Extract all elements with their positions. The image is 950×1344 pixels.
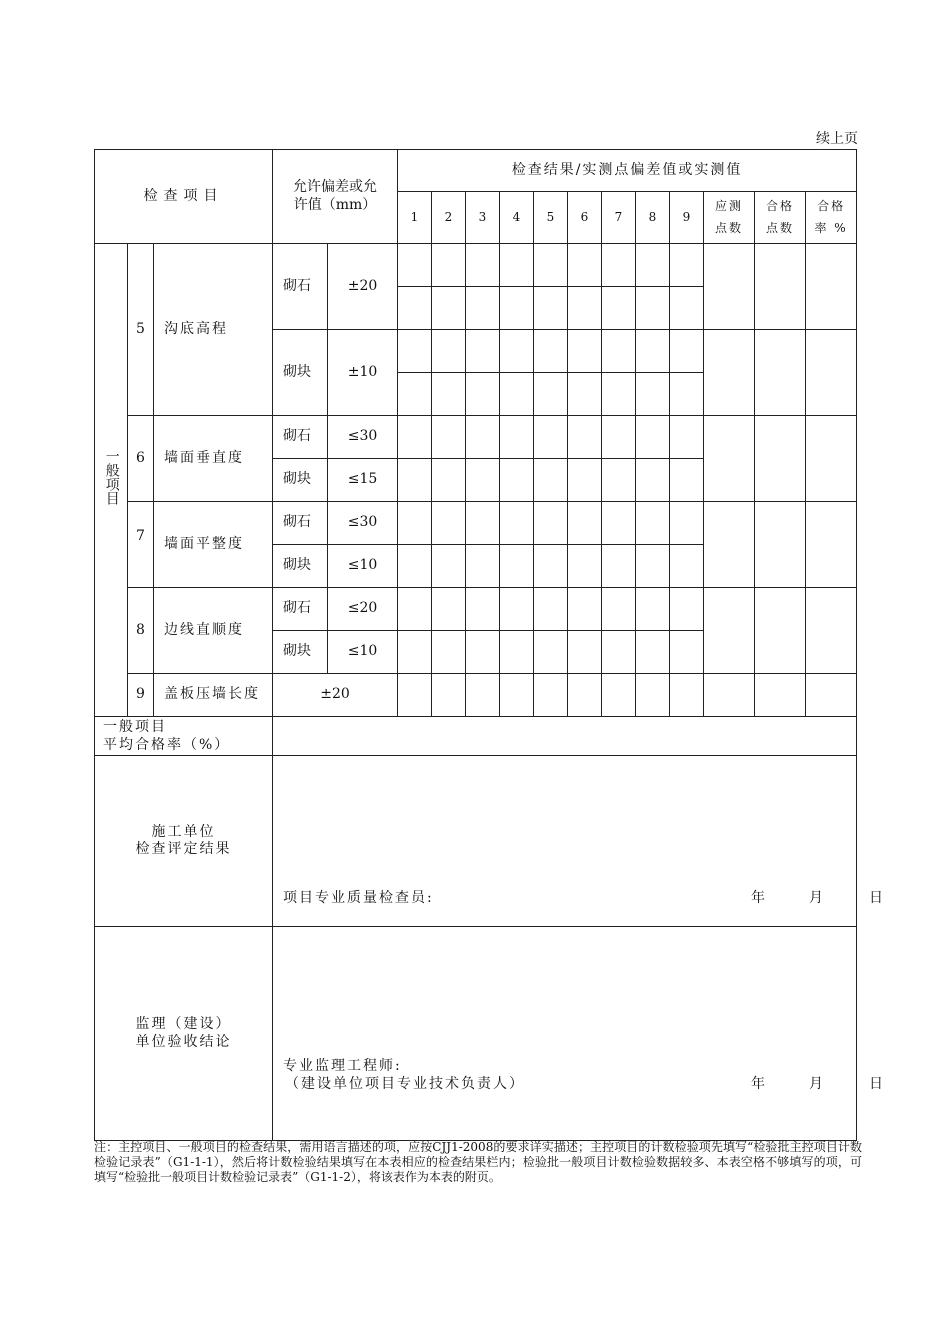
- point-header: 7: [602, 192, 636, 244]
- tolerance-value: ±20: [328, 244, 398, 330]
- tolerance-value: ≤15: [328, 459, 398, 502]
- data-cell[interactable]: [534, 416, 568, 459]
- header-qualified-points: 合格点数: [755, 192, 806, 244]
- material: 砌石: [273, 588, 328, 631]
- point-header: 2: [432, 192, 466, 244]
- data-cell[interactable]: [670, 373, 704, 416]
- count-cell[interactable]: [704, 674, 755, 717]
- item-no: 6: [128, 416, 154, 502]
- count-cell[interactable]: [755, 416, 806, 502]
- data-cell[interactable]: [466, 416, 500, 459]
- tolerance-value: ≤10: [328, 631, 398, 674]
- item-no: 9: [128, 674, 154, 717]
- item-no: 7: [128, 502, 154, 588]
- data-cell[interactable]: [534, 545, 568, 588]
- data-cell[interactable]: [432, 588, 466, 631]
- data-cell[interactable]: [568, 373, 602, 416]
- data-cell[interactable]: [534, 459, 568, 502]
- data-cell[interactable]: [466, 545, 500, 588]
- data-cell[interactable]: [398, 588, 432, 631]
- continued-label: 续上页: [816, 131, 858, 147]
- tolerance-value: ±10: [328, 330, 398, 416]
- count-cell[interactable]: [755, 674, 806, 717]
- data-cell[interactable]: [432, 502, 466, 545]
- data-cell[interactable]: [398, 330, 432, 373]
- data-cell[interactable]: [500, 330, 534, 373]
- construction-line1: 施工单位: [151, 823, 216, 840]
- data-cell[interactable]: [636, 287, 670, 330]
- engineer-label: 专业监理工程师:: [283, 1058, 402, 1074]
- supervision-line1: 监理（建设）: [135, 1016, 232, 1032]
- month-label: 月: [809, 1076, 823, 1092]
- data-cell[interactable]: [670, 502, 704, 545]
- count-cell[interactable]: [704, 502, 755, 588]
- tolerance-value: ≤30: [328, 502, 398, 545]
- header-item: 检查项目: [95, 150, 273, 244]
- data-cell[interactable]: [500, 459, 534, 502]
- count-cell[interactable]: [704, 330, 755, 416]
- data-cell[interactable]: [670, 330, 704, 373]
- point-header: 9: [670, 192, 704, 244]
- data-cell[interactable]: [568, 545, 602, 588]
- tolerance-value: ≤30: [328, 416, 398, 459]
- count-cell[interactable]: [806, 330, 857, 416]
- data-cell[interactable]: [568, 287, 602, 330]
- point-header: 5: [534, 192, 568, 244]
- data-cell[interactable]: [398, 287, 432, 330]
- data-cell[interactable]: [432, 244, 466, 287]
- material: 砌石: [273, 502, 328, 545]
- data-cell[interactable]: [398, 502, 432, 545]
- data-cell[interactable]: [602, 459, 636, 502]
- data-cell[interactable]: [602, 631, 636, 674]
- point-header: 8: [636, 192, 670, 244]
- data-cell[interactable]: [636, 330, 670, 373]
- data-cell[interactable]: [432, 674, 466, 717]
- supervision-label: [95, 927, 273, 1141]
- data-cell[interactable]: [670, 588, 704, 631]
- data-cell[interactable]: [500, 631, 534, 674]
- data-cell[interactable]: [534, 373, 568, 416]
- data-cell[interactable]: [500, 502, 534, 545]
- data-cell[interactable]: [466, 373, 500, 416]
- item-no: 5: [128, 244, 154, 416]
- day-label: 日: [869, 890, 883, 906]
- count-cell[interactable]: [806, 674, 857, 717]
- data-cell[interactable]: [466, 588, 500, 631]
- data-cell[interactable]: [398, 545, 432, 588]
- item-name: 盖板压墙长度: [154, 674, 273, 717]
- data-cell[interactable]: [602, 287, 636, 330]
- engineer2-label: （建设单位项目专业技术负责人）: [285, 1076, 525, 1092]
- footnote: 注：主控项目、一般项目的检查结果，需用语言描述的项，应按CJJ1-2008的要求详实描述；主控项目的计数检验项先填写“检验批主控项目计数检验记录表”（G1-1-1），然后将计数检验结果填写在本表相应的检查结果栏内；检验批一般项目计数检验数据较多、本表空格不够填写的项，可填写“检验批一般项目计数检验记录表”（G1-1-2），将该表作为本表的附页。: [94, 1140, 862, 1184]
- year-label: 年: [751, 1076, 765, 1092]
- data-cell[interactable]: [602, 244, 636, 287]
- average-line2: 平均合格率（%）: [103, 736, 231, 753]
- count-cell[interactable]: [704, 416, 755, 502]
- header-tolerance: 允许偏差或允许值（mm）: [273, 150, 398, 244]
- supervision-line2: 单位验收结论: [135, 1033, 232, 1050]
- tolerance-value: ≤10: [328, 545, 398, 588]
- data-cell[interactable]: [398, 631, 432, 674]
- data-cell[interactable]: [432, 545, 466, 588]
- data-cell[interactable]: [398, 373, 432, 416]
- data-cell[interactable]: [398, 459, 432, 502]
- data-cell[interactable]: [670, 459, 704, 502]
- supervision-result[interactable]: [273, 927, 883, 1141]
- data-cell[interactable]: [568, 459, 602, 502]
- data-cell[interactable]: [602, 545, 636, 588]
- data-cell[interactable]: [500, 244, 534, 287]
- data-cell[interactable]: [466, 631, 500, 674]
- count-cell[interactable]: [704, 588, 755, 674]
- count-cell[interactable]: [806, 502, 857, 588]
- data-cell[interactable]: [466, 330, 500, 373]
- data-cell[interactable]: [534, 287, 568, 330]
- material: 砌石: [273, 244, 328, 330]
- point-header: 1: [398, 192, 432, 244]
- data-cell[interactable]: [466, 459, 500, 502]
- data-cell[interactable]: [602, 330, 636, 373]
- point-header: 4: [500, 192, 534, 244]
- material: 砌块: [273, 545, 328, 588]
- data-cell[interactable]: [432, 631, 466, 674]
- data-cell[interactable]: [466, 244, 500, 287]
- data-cell[interactable]: [636, 545, 670, 588]
- construction-result[interactable]: [273, 756, 883, 927]
- data-cell[interactable]: [602, 373, 636, 416]
- tolerance-value: ±20: [273, 674, 398, 717]
- inspector-label: 项目专业质量检查员:: [283, 890, 434, 906]
- count-cell[interactable]: [755, 330, 806, 416]
- data-cell[interactable]: [670, 674, 704, 717]
- data-cell[interactable]: [534, 588, 568, 631]
- count-cell[interactable]: [755, 588, 806, 674]
- average-line1: 一般项目: [103, 719, 167, 735]
- data-cell[interactable]: [636, 588, 670, 631]
- construction-label: [95, 756, 273, 927]
- data-cell[interactable]: [534, 330, 568, 373]
- category-label: 一般项目: [103, 449, 120, 506]
- data-cell[interactable]: [568, 330, 602, 373]
- data-cell[interactable]: [602, 502, 636, 545]
- data-cell[interactable]: [432, 373, 466, 416]
- inspection-table: [94, 149, 883, 1141]
- data-cell[interactable]: [534, 674, 568, 717]
- data-cell[interactable]: [636, 674, 670, 717]
- data-cell[interactable]: [534, 631, 568, 674]
- item-name: 边线直顺度: [154, 588, 273, 674]
- data-cell[interactable]: [636, 373, 670, 416]
- data-cell[interactable]: [500, 373, 534, 416]
- average-value[interactable]: [273, 717, 857, 756]
- year-label: 年: [751, 890, 765, 906]
- data-cell[interactable]: [602, 674, 636, 717]
- count-cell[interactable]: [806, 244, 857, 330]
- data-cell[interactable]: [466, 674, 500, 717]
- data-cell[interactable]: [670, 416, 704, 459]
- data-cell[interactable]: [500, 674, 534, 717]
- data-cell[interactable]: [670, 631, 704, 674]
- item-name: 沟底高程: [154, 244, 273, 416]
- data-cell[interactable]: [636, 244, 670, 287]
- data-cell[interactable]: [602, 416, 636, 459]
- data-cell[interactable]: [432, 416, 466, 459]
- data-cell[interactable]: [670, 545, 704, 588]
- data-cell[interactable]: [568, 244, 602, 287]
- material: 砌块: [273, 459, 328, 502]
- data-cell[interactable]: [534, 244, 568, 287]
- material: 砌块: [273, 330, 328, 416]
- item-no: 8: [128, 588, 154, 674]
- count-cell[interactable]: [704, 244, 755, 330]
- average-label: [95, 717, 273, 756]
- material: 砌块: [273, 631, 328, 674]
- data-cell[interactable]: [432, 287, 466, 330]
- item-name: 墙面垂直度: [154, 416, 273, 502]
- item-name: 墙面平整度: [154, 502, 273, 588]
- count-cell[interactable]: [755, 244, 806, 330]
- header-qualified-rate: 合格率 %: [806, 192, 857, 244]
- count-cell[interactable]: [755, 502, 806, 588]
- point-header: 3: [466, 192, 500, 244]
- data-cell[interactable]: [534, 502, 568, 545]
- data-cell[interactable]: [636, 631, 670, 674]
- data-cell[interactable]: [670, 244, 704, 287]
- data-cell[interactable]: [636, 502, 670, 545]
- data-cell[interactable]: [500, 588, 534, 631]
- data-cell[interactable]: [500, 416, 534, 459]
- data-cell[interactable]: [568, 416, 602, 459]
- data-cell[interactable]: [602, 588, 636, 631]
- data-cell[interactable]: [398, 244, 432, 287]
- data-cell[interactable]: [568, 502, 602, 545]
- construction-line2: 检查评定结果: [135, 841, 232, 857]
- data-cell[interactable]: [432, 330, 466, 373]
- data-cell[interactable]: [466, 287, 500, 330]
- data-cell[interactable]: [432, 459, 466, 502]
- data-cell[interactable]: [466, 502, 500, 545]
- material: 砌石: [273, 416, 328, 459]
- data-cell[interactable]: [636, 459, 670, 502]
- count-cell[interactable]: [806, 416, 857, 502]
- point-header: 6: [568, 192, 602, 244]
- month-label: 月: [809, 890, 823, 906]
- category-cell: [95, 244, 128, 717]
- data-cell[interactable]: [500, 545, 534, 588]
- data-cell[interactable]: [500, 287, 534, 330]
- header-results: 检查结果/实测点偏差值或实测值: [398, 150, 857, 192]
- data-cell[interactable]: [568, 631, 602, 674]
- data-cell[interactable]: [636, 416, 670, 459]
- header-should-measure: 应测点数: [704, 192, 755, 244]
- data-cell[interactable]: [568, 588, 602, 631]
- data-cell[interactable]: [568, 674, 602, 717]
- count-cell[interactable]: [806, 588, 857, 674]
- day-label: 日: [869, 1076, 883, 1092]
- data-cell[interactable]: [398, 674, 432, 717]
- tolerance-value: ≤20: [328, 588, 398, 631]
- data-cell[interactable]: [670, 287, 704, 330]
- data-cell[interactable]: [398, 416, 432, 459]
